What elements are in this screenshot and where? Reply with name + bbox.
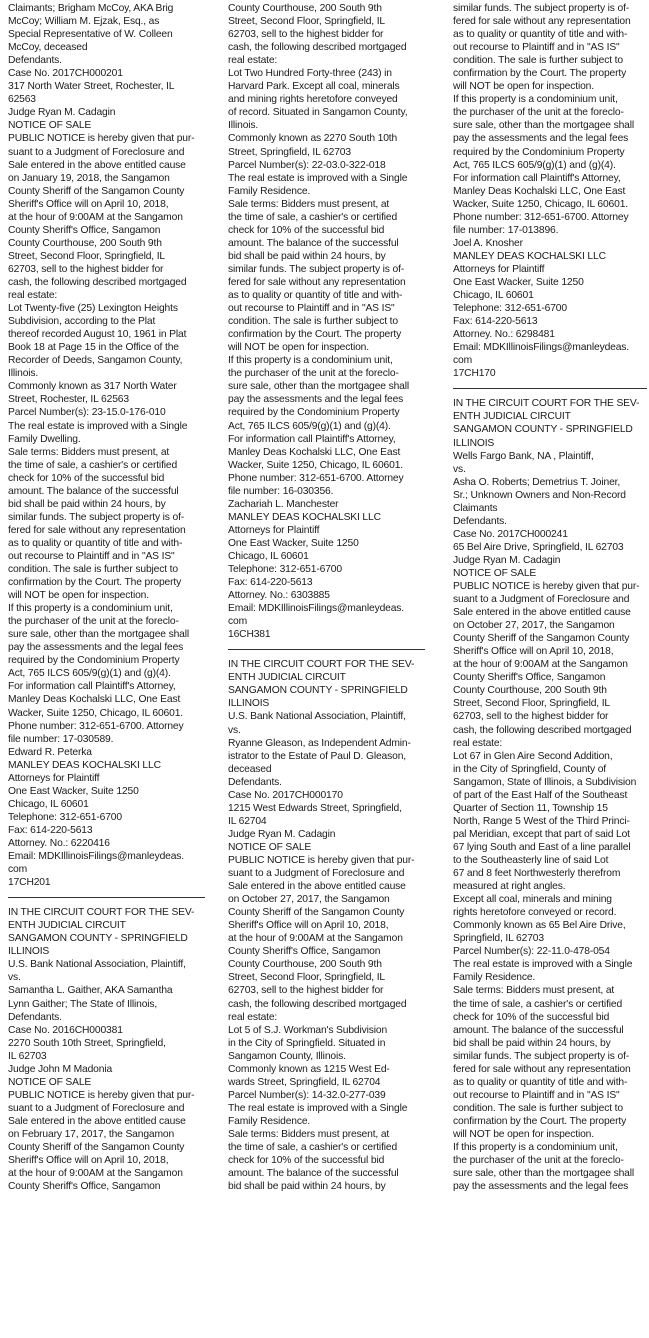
notice-line: Phone number: 312-651-6700. Attorney bbox=[228, 472, 404, 484]
notice-line: MANLEY DEAS KOCHALSKI LLC bbox=[228, 511, 381, 523]
notice-line: Street, Second Floor, Springfield, IL bbox=[8, 250, 166, 262]
notice-line: Wacker, Suite 1250, Chicago, IL 60601. bbox=[228, 459, 403, 471]
notice-line: Attorneys for Plaintiff bbox=[453, 263, 545, 275]
notice-line: confirmation by the Court. The property bbox=[8, 577, 182, 589]
notice-line: Attorneys for Plaintiff bbox=[228, 524, 320, 536]
notice-line: out recourse to Plaintiff and in "AS IS" bbox=[453, 1089, 620, 1101]
notice-line: NOTICE OF SALE bbox=[228, 841, 312, 853]
notice-line: For information call Plaintiff's Attorney, bbox=[8, 681, 176, 693]
notice-line: check for 10% of the successful bid bbox=[228, 224, 385, 236]
notice-line: com bbox=[8, 864, 28, 876]
notice-line: Sale terms: Bidders must present, at bbox=[228, 198, 390, 210]
notice-line: fered for sale without any representation bbox=[8, 524, 186, 536]
notice-line: Sr.; Unknown Owners and Non-Record bbox=[453, 489, 626, 501]
notice-line: MANLEY DEAS KOCHALSKI LLC bbox=[453, 250, 606, 262]
notice-line: SANGAMON COUNTY - SPRINGFIELD bbox=[453, 424, 633, 436]
notice-line: Attorney. No.: 6220416 bbox=[8, 838, 110, 849]
notice-line: cash, the following described mortgaged bbox=[228, 42, 407, 54]
notice-line: 67 lying South and East of a line parallel bbox=[453, 841, 631, 853]
notice-line: at the hour of 9:00AM at the Sangamon bbox=[453, 659, 628, 671]
notice-line: amount. The balance of the successful bbox=[228, 1168, 399, 1180]
notice-line: in the City of Springfield, County of bbox=[453, 763, 606, 775]
notice-line: Recorder of Deeds, Sangamon County, bbox=[8, 355, 183, 367]
notice-line: 62703, sell to the highest bidder for bbox=[8, 263, 164, 275]
notice-line: suant to a Judgment of Foreclosure and bbox=[8, 146, 185, 158]
notice-line: PUBLIC NOTICE is hereby given that pur- bbox=[8, 133, 195, 145]
notice-divider bbox=[8, 897, 205, 898]
notice-line: condition. The sale is further subject to bbox=[228, 316, 398, 328]
notice-line: the time of sale, a cashier's or certified bbox=[228, 211, 398, 223]
notice-line: sure sale, other than the mortgagee shall bbox=[453, 1168, 635, 1180]
notice-line: ENTH JUDICIAL CIRCUIT bbox=[228, 672, 346, 684]
notice-line: Sale terms: Bidders must present, at bbox=[228, 1128, 390, 1140]
notice-line: County Courthouse, 200 South 9th bbox=[8, 237, 162, 249]
notice-line: Street, Second Floor, Springfield, IL bbox=[453, 698, 611, 710]
notice-line: North, Range 5 West of the Third Princi- bbox=[453, 815, 630, 827]
notice-line: If this property is a condominium unit, bbox=[453, 94, 618, 106]
notice-line: County Sheriff of the Sangamon County bbox=[228, 907, 405, 919]
notice-line: Parcel Number(s): 23-15.0-176-010 bbox=[8, 407, 166, 419]
notice-line: at the hour of 9:00AM at the Sangamon bbox=[8, 211, 183, 223]
notice-line: 317 North Water Street, Rochester, IL bbox=[8, 81, 175, 93]
notice-line: Street, Rochester, IL 62563 bbox=[8, 394, 129, 406]
notice-line: Samantha L. Gaither, AKA Samantha bbox=[8, 985, 173, 997]
notice-line: County Sheriff's Office, Sangamon bbox=[453, 672, 606, 684]
notice-divider bbox=[228, 649, 425, 650]
notice-line: Family Residence. bbox=[228, 185, 311, 197]
notice-line: Attorneys for Plaintiff bbox=[8, 772, 100, 784]
notice-line: County Sheriff of the Sangamon County bbox=[453, 633, 630, 645]
column-2 bbox=[228, 2, 425, 1193]
notice-line: sure sale, other than the mortgagee shall bbox=[453, 120, 635, 132]
notice-line: pal Meridian, except that part of said Lot bbox=[453, 828, 630, 840]
notice-line: Edward R. Peterka bbox=[8, 746, 92, 758]
notice-line: out recourse to Plaintiff and in "AS IS" bbox=[453, 42, 620, 54]
notice-line: 2270 South 10th Street, Springfield, bbox=[8, 1037, 166, 1049]
notice-line: One East Wacker, Suite 1250 bbox=[228, 537, 359, 549]
notice-line: One East Wacker, Suite 1250 bbox=[8, 785, 139, 797]
notice-line: Telephone: 312-651-6700 bbox=[8, 811, 122, 823]
notice-line: condition. The sale is further subject to bbox=[453, 1102, 623, 1114]
notice-line: Act, 765 ILCS 605/9(g)(1) and (g)(4). bbox=[8, 668, 171, 680]
notice-line: check for 10% of the successful bid bbox=[453, 1011, 610, 1023]
notice-line: Wacker, Suite 1250, Chicago, IL 60601. bbox=[453, 198, 628, 210]
notice-line: Parcel Number(s): 22-03.0-322-018 bbox=[228, 159, 386, 171]
notice-line: ENTH JUDICIAL CIRCUIT bbox=[453, 411, 571, 423]
notice-line: IN THE CIRCUIT COURT FOR THE SEV- bbox=[453, 398, 640, 410]
notice-line: real estate: bbox=[453, 737, 503, 749]
notice-line: IN THE CIRCUIT COURT FOR THE SEV- bbox=[228, 659, 415, 671]
notice-line: Sheriff's Office will on April 10, 2018, bbox=[228, 920, 389, 932]
notice-line: Manley Deas Kochalski LLC, One East bbox=[228, 446, 401, 458]
notice-line: U.S. Bank National Association, Plaintiff, bbox=[228, 711, 406, 723]
notice-line: Phone number: 312-651-6700. Attorney bbox=[8, 720, 184, 732]
notice-line: Manley Deas Kochalski LLC, One East bbox=[453, 185, 626, 197]
notice-line: will NOT be open for inspection. bbox=[8, 590, 149, 602]
notice-line: similar funds. The subject property is of- bbox=[228, 263, 405, 275]
notice-line: NOTICE OF SALE bbox=[8, 1076, 92, 1088]
notice-line: pay the assessments and the legal fees bbox=[453, 133, 629, 145]
notice-line: in the City of Springfield. Situated in bbox=[228, 1037, 386, 1049]
notice-line: The real estate is improved with a Single bbox=[228, 1102, 408, 1114]
notice-line: Harvard Park. Except all coal, minerals bbox=[228, 81, 400, 93]
notice-line: County Sheriff's Office, Sangamon bbox=[8, 224, 161, 236]
notice-line: SANGAMON COUNTY - SPRINGFIELD bbox=[228, 685, 408, 697]
notice-line: 67 and 8 feet Northwesterly therefrom bbox=[453, 868, 621, 880]
notice-line: on October 27, 2017, the Sangamon bbox=[453, 620, 615, 632]
notice-line: 16CH381 bbox=[228, 629, 271, 641]
notice-line: confirmation by the Court. The property bbox=[453, 1115, 627, 1127]
notice-line: Family Dwelling. bbox=[8, 433, 81, 445]
notice-line: If this property is a condominium unit, bbox=[8, 603, 173, 615]
notice-line: the purchaser of the unit at the foreclo- bbox=[228, 368, 399, 380]
notice-line: Sheriff's Office will on April 10, 2018, bbox=[8, 1155, 169, 1167]
notice-line: on January 19, 2018, the Sangamon bbox=[8, 172, 170, 184]
notice-line: Chicago, IL 60601 bbox=[228, 550, 309, 562]
notice-line: U.S. Bank National Association, Plaintiff, bbox=[8, 959, 186, 971]
notice-line: Sheriff's Office will on April 10, 2018, bbox=[453, 646, 614, 658]
notice-line: the purchaser of the unit at the foreclo- bbox=[453, 1155, 624, 1167]
notice-line: PUBLIC NOTICE is hereby given that pur- bbox=[228, 855, 415, 866]
notice-line: pay the assessments and the legal fees bbox=[453, 1181, 629, 1193]
legal-notice bbox=[228, 2, 425, 641]
notice-line: Attorney. No.: 6298481 bbox=[453, 329, 555, 341]
notice-line: condition. The sale is further subject to bbox=[8, 564, 178, 576]
notice-line: Case No. 2017CH000170 bbox=[228, 789, 343, 801]
notice-line: Street, Second Floor, Springfield, IL bbox=[228, 16, 386, 28]
notice-line: real estate: bbox=[228, 55, 278, 67]
notice-line: Case No. 2017CH000201 bbox=[8, 68, 123, 80]
notice-line: real estate: bbox=[8, 290, 58, 302]
notice-line: Chicago, IL 60601 bbox=[8, 798, 89, 810]
notice-line: Wacker, Suite 1250, Chicago, IL 60601. bbox=[8, 707, 183, 719]
notice-line: ILLINOIS bbox=[8, 946, 50, 958]
notice-line: Claimants bbox=[453, 502, 498, 514]
notice-line: IL 62704 bbox=[228, 815, 267, 827]
notice-line: pay the assessments and the legal fees bbox=[228, 394, 404, 406]
notice-line: vs. bbox=[8, 972, 21, 984]
notice-line: will NOT be open for inspection. bbox=[453, 1128, 594, 1140]
notice-line: Chicago, IL 60601 bbox=[453, 290, 534, 302]
notice-line: sure sale, other than the mortgagee shall bbox=[228, 381, 410, 393]
notice-line: County Sheriff's Office, Sangamon bbox=[228, 946, 381, 958]
notice-line: Defendants. bbox=[8, 55, 62, 67]
notice-line: 62563 bbox=[8, 94, 36, 106]
notice-line: wards Street, Springfield, IL 62704 bbox=[228, 1076, 381, 1088]
notice-line: fered for sale without any representation bbox=[228, 276, 406, 288]
notice-line: will NOT be open for inspection. bbox=[228, 342, 369, 354]
notice-line: McCoy, deceased bbox=[8, 42, 88, 54]
notice-line: Zachariah L. Manchester bbox=[228, 498, 339, 510]
notice-line: istrator to the Estate of Paul D. Gleason, bbox=[228, 750, 406, 762]
notice-line: similar funds. The subject property is of- bbox=[8, 511, 185, 523]
notice-line: For information call Plaintiff's Attorney, bbox=[453, 172, 621, 184]
notice-line: County Courthouse, 200 South 9th bbox=[228, 959, 382, 971]
notice-line: as to quality or quantity of title and with- bbox=[453, 29, 628, 41]
notice-line: Sale terms: Bidders must present, at bbox=[453, 985, 615, 997]
notice-line: IN THE CIRCUIT COURT FOR THE SEV- bbox=[8, 907, 195, 919]
notice-line: on October 27, 2017, the Sangamon bbox=[228, 894, 390, 906]
notice-line: Judge John M Madonia bbox=[8, 1063, 113, 1075]
notice-line: fered for sale without any representation bbox=[453, 16, 631, 28]
notice-line: bid shall be paid within 24 hours, by bbox=[8, 498, 166, 510]
notice-line: Email: MDKIllinoisFilings@manleydeas. bbox=[8, 851, 185, 863]
notice-line: Wells Fargo Bank, NA , Plaintiff, bbox=[453, 450, 594, 462]
notice-line: amount. The balance of the successful bbox=[228, 237, 399, 249]
notice-line: MANLEY DEAS KOCHALSKI LLC bbox=[8, 759, 161, 771]
notice-line: Fax: 614-220-5613 bbox=[453, 316, 538, 328]
notice-line: Sale entered in the above entitled cause bbox=[453, 607, 631, 619]
notice-line: the time of sale, a cashier's or certified bbox=[8, 459, 178, 471]
notice-line: County Courthouse, 200 South 9th bbox=[228, 3, 382, 14]
notice-line: of record. Situated in Sangamon County, bbox=[228, 107, 408, 119]
notice-line: PUBLIC NOTICE is hereby given that pur- bbox=[453, 581, 640, 593]
notice-line: real estate: bbox=[228, 1011, 278, 1023]
notice-line: on February 17, 2017, the Sangamon bbox=[8, 1128, 175, 1140]
notice-line: McCoy; William M. Ejzak, Esq., as bbox=[8, 16, 160, 28]
legal-notice bbox=[228, 658, 425, 1193]
notice-line: Judge Ryan M. Cadagin bbox=[453, 554, 561, 566]
notice-line: file number: 16-030356. bbox=[228, 485, 334, 497]
notice-line: amount. The balance of the successful bbox=[8, 485, 179, 497]
notice-line: Sangamon, State of Illinois, a Subdivision bbox=[453, 776, 637, 788]
notice-line: 62703, sell to the highest bidder for bbox=[228, 29, 384, 41]
notice-line: 65 Bel Aire Drive, Springfield, IL 62703 bbox=[453, 541, 624, 553]
notice-line: Lot Two Hundred Forty-three (243) in bbox=[228, 68, 392, 80]
notice-line: Street, Springfield, IL 62703 bbox=[228, 146, 351, 158]
notice-line: bid shall be paid within 24 hours, by bbox=[228, 1181, 386, 1193]
notice-line: For information call Plaintiff's Attorney, bbox=[228, 433, 396, 445]
notice-line: 62703, sell to the highest bidder for bbox=[453, 711, 609, 723]
notice-line: fered for sale without any representation bbox=[453, 1063, 631, 1075]
notice-line: of part of the East Half of the Southeast bbox=[453, 789, 628, 801]
notice-line: Quarter of Section 11, Township 15 bbox=[453, 802, 608, 814]
notice-line: Ryanne Gleason, as Independent Admin- bbox=[228, 737, 411, 749]
notice-line: out recourse to Plaintiff and in "AS IS" bbox=[228, 303, 395, 315]
notice-line: as to quality or quantity of title and with- bbox=[8, 537, 183, 549]
notice-line: Telephone: 312-651-6700 bbox=[453, 303, 567, 315]
notice-line: Lot 67 in Glen Aire Second Addition, bbox=[453, 750, 613, 762]
notice-line: required by the Condominium Property bbox=[8, 655, 180, 667]
notice-line: Claimants; Brigham McCoy, AKA Brig bbox=[8, 3, 174, 14]
notice-line: Except all coal, minerals and mining bbox=[453, 894, 612, 906]
notice-line: IL 62703 bbox=[8, 1050, 47, 1062]
notice-line: at the hour of 9:00AM at the Sangamon bbox=[8, 1168, 183, 1180]
notice-line: Subdivision, according to the Plat bbox=[8, 316, 156, 328]
notice-line: cash, the following described mortgaged bbox=[228, 998, 407, 1010]
legal-notice bbox=[453, 397, 647, 1193]
notice-line: the purchaser of the unit at the foreclo- bbox=[453, 107, 624, 119]
column-1 bbox=[8, 2, 205, 1193]
notice-line: Fax: 614-220-5613 bbox=[228, 577, 313, 589]
notice-line: measured at right angles. bbox=[453, 881, 566, 893]
notice-line: The real estate is improved with a Single bbox=[8, 420, 188, 432]
notice-line: NOTICE OF SALE bbox=[453, 567, 537, 579]
notice-line: Special Representative of W. Colleen bbox=[8, 29, 173, 41]
notice-divider bbox=[453, 388, 647, 389]
notice-line: ILLINOIS bbox=[453, 437, 495, 449]
notice-line: condition. The sale is further subject to bbox=[453, 55, 623, 67]
notice-line: Sale entered in the above entitled cause bbox=[228, 881, 406, 893]
notice-line: sure sale, other than the mortgagee shall bbox=[8, 629, 190, 641]
notice-line: Sheriff's Office will on April 10, 2018, bbox=[8, 198, 169, 210]
notice-line: Sale terms: Bidders must present, at bbox=[8, 446, 170, 458]
notice-line: pay the assessments and the legal fees bbox=[8, 642, 184, 654]
notice-line: 62703, sell to the highest bidder for bbox=[228, 985, 384, 997]
notice-line: Case No. 2017CH000241 bbox=[453, 528, 568, 540]
notice-line: County Sheriff's Office, Sangamon bbox=[8, 1181, 161, 1193]
notice-line: County Courthouse, 200 South 9th bbox=[453, 685, 607, 697]
notice-line: as to quality or quantity of title and with- bbox=[453, 1076, 628, 1088]
notice-line: com bbox=[228, 616, 248, 628]
notice-line: Sangamon County, Illinois. bbox=[228, 1050, 346, 1062]
notice-line: Act, 765 ILCS 605/9(g)(1) and (g)(4). bbox=[228, 420, 391, 432]
notice-line: Telephone: 312-651-6700 bbox=[228, 564, 342, 576]
notice-line: The real estate is improved with a Single bbox=[228, 172, 408, 184]
notice-line: Fax: 614-220-5613 bbox=[8, 824, 93, 836]
notice-line: Joel A. Knosher bbox=[453, 237, 523, 249]
notice-line: One East Wacker, Suite 1250 bbox=[453, 276, 584, 288]
notice-line: Judge Ryan M. Cadagin bbox=[228, 828, 336, 840]
notice-line: County Sheriff of the Sangamon County bbox=[8, 185, 185, 197]
legal-notice bbox=[453, 2, 647, 380]
notice-line: Book 18 at Page 15 in the Office of the bbox=[8, 342, 179, 354]
notice-line: file number: 17-030589. bbox=[8, 733, 114, 745]
notice-line: ILLINOIS bbox=[228, 698, 270, 710]
notice-line: as to quality or quantity of title and with- bbox=[228, 290, 403, 302]
notice-line: check for 10% of the successful bid bbox=[228, 1155, 385, 1167]
notice-line: If this property is a condominium unit, bbox=[228, 355, 393, 367]
notice-line: Commonly known as 1215 West Ed- bbox=[228, 1063, 390, 1075]
notice-line: Defendants. bbox=[453, 515, 507, 527]
notice-line: the time of sale, a cashier's or certified bbox=[228, 1142, 398, 1154]
notice-line: the purchaser of the unit at the foreclo- bbox=[8, 616, 179, 628]
notice-line: Lynn Gaither; The State of Illinois, bbox=[8, 998, 158, 1010]
notice-line: confirmation by the Court. The property bbox=[228, 329, 402, 341]
notice-line: and mining rights heretofore conveyed bbox=[228, 94, 398, 106]
notice-line: check for 10% of the successful bid bbox=[8, 472, 165, 484]
notice-line: at the hour of 9:00AM at the Sangamon bbox=[228, 933, 403, 945]
notice-line: file number: 17-013896. bbox=[453, 224, 559, 236]
notice-line: Street, Second Floor, Springfield, IL bbox=[228, 972, 386, 984]
notice-line: Defendants. bbox=[8, 1011, 62, 1023]
notice-line: the time of sale, a cashier's or certified bbox=[453, 998, 623, 1010]
notice-line: to the Southeasterly line of said Lot bbox=[453, 855, 609, 866]
notice-line: Case No. 2016CH000381 bbox=[8, 1024, 123, 1036]
notice-line: will NOT be open for inspection. bbox=[453, 81, 594, 93]
notice-line: Lot Twenty-five (25) Lexington Heights bbox=[8, 303, 178, 315]
notice-line: confirmation by the Court. The property bbox=[453, 68, 627, 80]
notice-line: Commonly known as 317 North Water bbox=[8, 381, 177, 393]
notice-line: Commonly known as 65 Bel Aire Drive, bbox=[453, 920, 626, 932]
notice-line: Judge Ryan M. Cadagin bbox=[8, 107, 116, 119]
notice-line: Lot 5 of S.J. Workman's Subdivision bbox=[228, 1024, 388, 1036]
legal-notice bbox=[8, 2, 205, 889]
notice-line: Manley Deas Kochalski LLC, One East bbox=[8, 694, 181, 706]
notice-line: Illinois. bbox=[8, 368, 39, 380]
notice-line: suant to a Judgment of Foreclosure and bbox=[228, 868, 405, 880]
notice-line: Illinois. bbox=[228, 120, 259, 132]
notice-line: vs. bbox=[228, 724, 241, 736]
notice-line: Sale entered in the above entitled cause bbox=[8, 159, 186, 171]
notice-line: thereof recorded August 10, 1961 in Plat bbox=[8, 329, 187, 341]
notice-line: vs. bbox=[453, 463, 466, 475]
notice-line: 1215 West Edwards Street, Springfield, bbox=[228, 802, 402, 814]
notice-line: Family Residence. bbox=[453, 972, 536, 984]
notice-line: ENTH JUDICIAL CIRCUIT bbox=[8, 920, 126, 932]
notice-line: 17CH170 bbox=[453, 368, 496, 380]
notice-line: Email: MDKIllinoisFilings@manleydeas. bbox=[228, 603, 405, 615]
notice-line: required by the Condominium Property bbox=[453, 146, 625, 158]
notice-line: out recourse to Plaintiff and in "AS IS" bbox=[8, 550, 175, 562]
notice-line: similar funds. The subject property is of- bbox=[453, 1050, 630, 1062]
notice-line: SANGAMON COUNTY - SPRINGFIELD bbox=[8, 933, 188, 945]
notice-line: The real estate is improved with a Single bbox=[453, 959, 633, 971]
legal-notice bbox=[8, 906, 205, 1193]
notice-line: similar funds. The subject property is of- bbox=[453, 3, 630, 14]
notice-line: Phone number: 312-651-6700. Attorney bbox=[453, 211, 629, 223]
notice-line: PUBLIC NOTICE is hereby given that pur- bbox=[8, 1089, 195, 1101]
notice-line: bid shall be paid within 24 hours, by bbox=[228, 250, 386, 262]
notice-line: suant to a Judgment of Foreclosure and bbox=[8, 1102, 185, 1114]
notice-line: Family Residence. bbox=[228, 1115, 311, 1127]
notice-line: Sale entered in the above entitled cause bbox=[8, 1115, 186, 1127]
notice-line: deceased bbox=[228, 763, 272, 775]
notice-line: Attorney. No.: 6303885 bbox=[228, 590, 330, 602]
notice-line: Asha O. Roberts; Demetrius T. Joiner, bbox=[453, 476, 621, 488]
notice-line: County Sheriff of the Sangamon County bbox=[8, 1142, 185, 1154]
notice-line: amount. The balance of the successful bbox=[453, 1024, 624, 1036]
notice-line: bid shall be paid within 24 hours, by bbox=[453, 1037, 611, 1049]
notice-line: required by the Condominium Property bbox=[228, 407, 400, 419]
notice-line: Springfield, IL 62703 bbox=[453, 933, 544, 945]
notice-line: If this property is a condominium unit, bbox=[453, 1142, 618, 1154]
notice-line: Parcel Number(s): 22-11.0-478-054 bbox=[453, 946, 610, 958]
column-3 bbox=[453, 2, 647, 1193]
notice-line: Parcel Number(s): 14-32.0-277-039 bbox=[228, 1089, 386, 1101]
notice-line: Defendants. bbox=[228, 776, 282, 788]
notice-line: cash, the following described mortgaged bbox=[8, 276, 187, 288]
notice-line: rights heretofore conveyed or record. bbox=[453, 907, 617, 919]
notice-line: com bbox=[453, 355, 473, 367]
notice-line: cash, the following described mortgaged bbox=[453, 724, 632, 736]
notice-line: Act, 765 ILCS 605/9(g)(1) and (g)(4). bbox=[453, 159, 616, 171]
notice-line: NOTICE OF SALE bbox=[8, 120, 92, 132]
notice-line: suant to a Judgment of Foreclosure and bbox=[453, 594, 630, 606]
notice-line: Commonly known as 2270 South 10th bbox=[228, 133, 398, 145]
notice-line: Email: MDKIllinoisFilings@manleydeas. bbox=[453, 342, 630, 354]
notice-line: 17CH201 bbox=[8, 877, 51, 889]
